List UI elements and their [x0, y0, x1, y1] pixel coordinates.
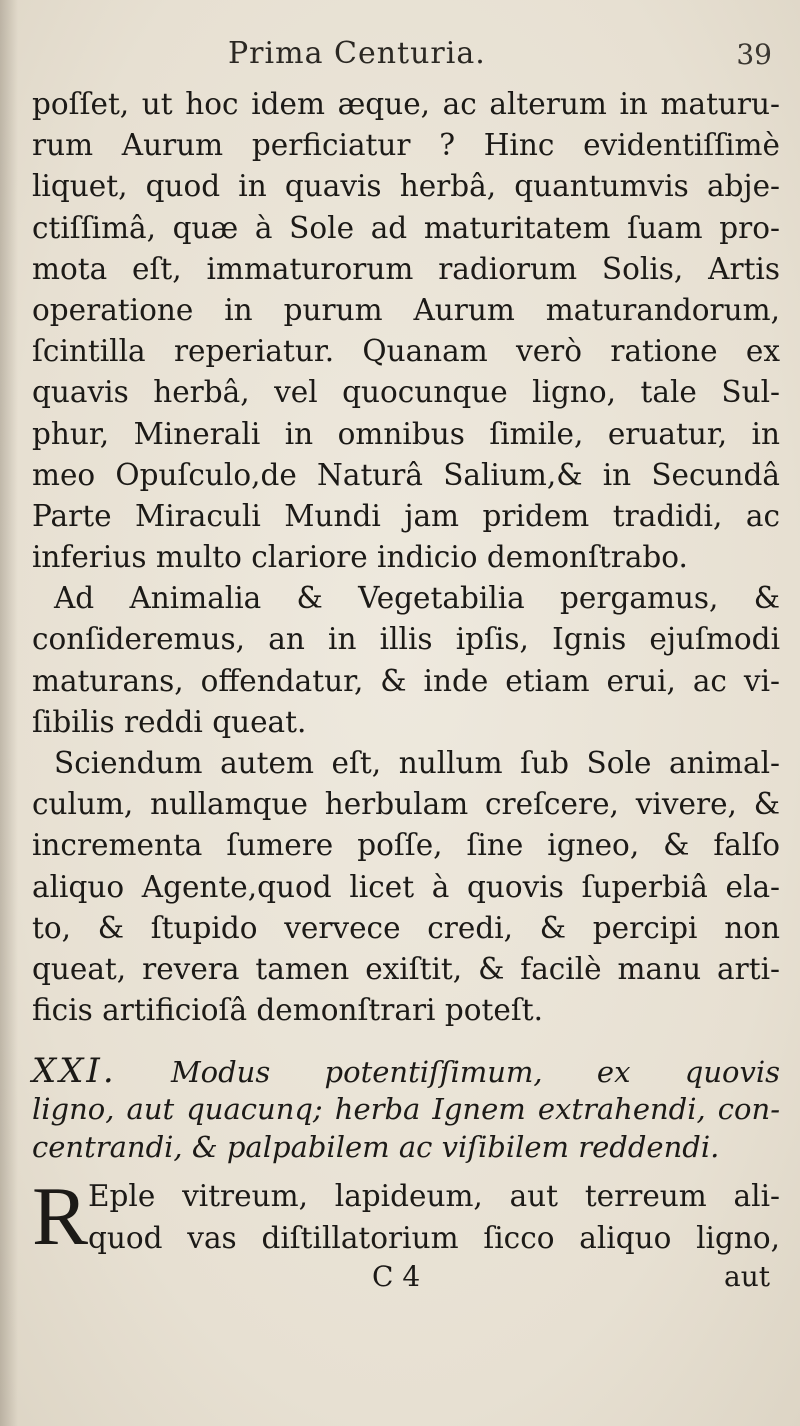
text-line: Parte Miraculi Mundi jam pridem tradidi, ac: [32, 498, 780, 533]
text-line: queat, revera tamen exiſtit, & facilè manu arti-: [32, 951, 780, 986]
text-line: conſideremus, an in illis ipſis, Ignis ejuſmodi: [32, 622, 780, 657]
body-text: [32, 84, 780, 1031]
text-line: Eple vitreum, lapideum, aut terreum ali-: [88, 1179, 780, 1213]
section-heading-line: ligno, aut quacunq; herba Ignem extrahendi, con-: [32, 1092, 780, 1126]
text-line: operatione in purum Aurum maturandorum,: [32, 292, 780, 327]
running-head: [0, 36, 800, 76]
section-heading-line: centrandi, & palpabilem ac viſibilem reddendi.: [32, 1130, 720, 1164]
text-line: phur, Minerali in omnibus ſimile, eruatur, in: [32, 416, 780, 451]
text-line: maturans, offendatur, & inde etiam erui, ac vi-: [32, 663, 780, 698]
text-line: mota eſt, immaturorum radiorum Solis, Artis: [32, 251, 780, 286]
section-number: XXI.: [32, 1051, 117, 1091]
running-title: Prima Centuria.: [228, 36, 486, 71]
opening-paragraph: [32, 1170, 780, 1263]
text-line: inferius multo clariore indicio demonſtrabo.: [32, 540, 688, 575]
text-line: aliquo Agente,quod licet à quovis ſuperbiâ ela-: [32, 869, 780, 904]
text-line: poſſet, ut hoc idem æque, ac alterum in maturu-: [32, 87, 780, 121]
text-line: culum, nullamque herbulam creſcere, vivere, &: [32, 787, 780, 822]
text-line: quavis herbâ, vel quocunque ligno, tale Sul-: [32, 375, 780, 410]
binding-shadow: [0, 0, 18, 1426]
text-line: ficis artificioſâ demonſtrari poteſt.: [32, 993, 543, 1028]
text-line: ſcintilla reperiatur. Quanam verò ratione ex: [32, 334, 780, 369]
page-number: 39: [736, 38, 772, 71]
text-line: Sciendum autem eſt, nullum ſub Sole animal-: [54, 746, 780, 780]
text-line: ſibilis reddi queat.: [32, 704, 307, 739]
text-line: liquet, quod in quavis herbâ, quantumvis abje-: [32, 169, 780, 204]
text-line: incrementa ſumere poſſe, ſine igneo, & falſo: [32, 828, 780, 863]
section-heading-text: Modus potentiſſimum, ex quovis: [170, 1055, 780, 1089]
signature-mark: C 4: [372, 1260, 421, 1293]
text-line: quod vas diſtillatorium ſicco aliquo ligno,: [88, 1221, 780, 1255]
section-heading: [32, 1052, 780, 1166]
text-line: rum Aurum perficiatur ? Hinc evidentiſſimè: [32, 128, 780, 163]
text-line: to, & ſtupido vervece credi, & percipi non: [32, 910, 780, 945]
catchword: aut: [724, 1260, 770, 1293]
text-line: Ad Animalia & Vegetabilia pergamus, &: [54, 581, 780, 616]
text-line: meo Opuſculo,de Naturâ Salium,& in Secundâ: [32, 457, 780, 492]
text-line: ctiſſimâ, quæ à Sole ad maturitatem ſuam pro-: [32, 210, 780, 245]
drop-cap: R: [32, 1170, 89, 1263]
section-heading-line: [32, 1052, 780, 1090]
